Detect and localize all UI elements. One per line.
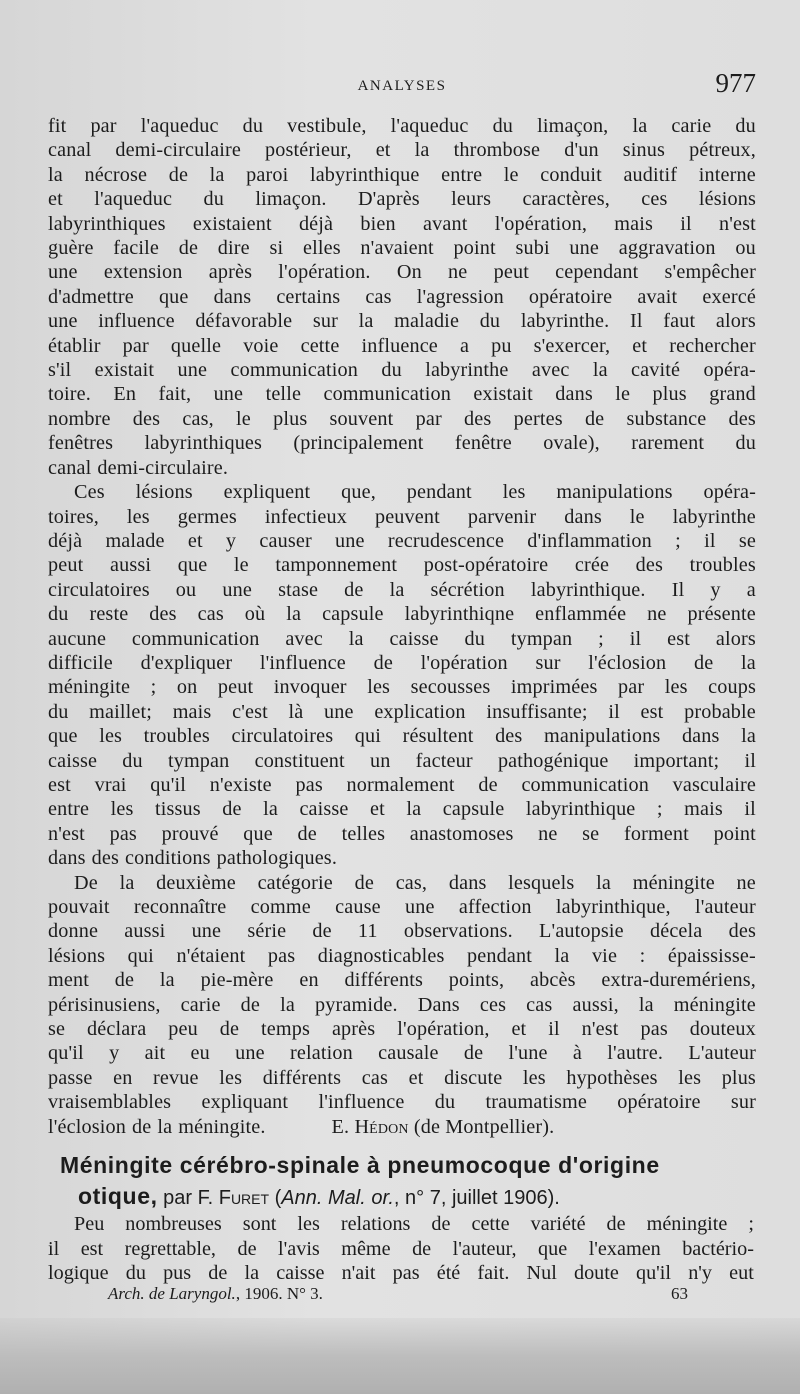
abstract-line: il est regrettable, de l'avis même de l'auteur, que l'examen bactério- bbox=[48, 1237, 754, 1260]
text-line: nombre des cas, le plus souvent par des pertes de substance des bbox=[48, 407, 756, 430]
signature-number: 63 bbox=[671, 1284, 688, 1303]
text-line: canal demi-circulaire. bbox=[48, 456, 229, 479]
text-line: la nécrose de la paroi labyrinthique entre le conduit auditif interne bbox=[48, 163, 756, 186]
text-line: du reste des cas où la capsule labyrinthiqne enflammée ne présente bbox=[48, 603, 756, 626]
text-line: que les troubles circulatoires qui résultent des manipulations dans la bbox=[48, 725, 756, 748]
footer-journal: Arch. de Laryngol. bbox=[108, 1284, 236, 1303]
text-line: passe en revue les différents cas et discute les hypothèses les plus bbox=[48, 1066, 756, 1089]
article-title-line1: Méningite cérébro-spinale à pneumocoque d'origine bbox=[60, 1152, 660, 1178]
text-line: d'admettre que dans certains cas l'agression opératoire avait exercé bbox=[48, 285, 756, 308]
by-prefix: par F. bbox=[157, 1187, 219, 1209]
footer-year-issue: , 1906. N° 3. bbox=[235, 1284, 323, 1303]
text-line: De la deuxième catégorie de cas, dans lesquels la méningite ne bbox=[74, 871, 756, 894]
text-line: l'éclosion de la méningite. E. Hédon (de Montpellier). bbox=[48, 1115, 555, 1138]
text-line: lésions qui n'étaient pas diagnosticables pendant la vie : épaississe- bbox=[48, 944, 756, 967]
text-line: canal demi-circulaire postérieur, et la thrombose d'un sinus pétreux, bbox=[48, 139, 756, 162]
text-line: guère facile de dire si elles n'avaient point subi une aggravation ou bbox=[48, 237, 756, 260]
text-line: fit par l'aqueduc du vestibule, l'aqueduc du limaçon, la carie du bbox=[48, 115, 756, 137]
text-line: une extension après l'opération. On ne peut cependant s'empêcher bbox=[48, 261, 756, 284]
text-line: pouvait reconnaître comme cause une affection labyrinthique, l'auteur bbox=[48, 896, 756, 918]
citation-open: ( bbox=[269, 1187, 282, 1209]
text-line: peut aussi que le tamponnement post-opératoire crée des troubles bbox=[48, 554, 756, 577]
signature-name: Hédon bbox=[354, 1115, 409, 1138]
signature-affiliation: (de Montpellier). bbox=[408, 1115, 555, 1138]
text-line: qu'il y ait eu une relation causale de l'une à l'autre. L'auteur bbox=[48, 1042, 756, 1065]
text-line: ment de la pie-mère en différents points, abcès extra-duremériens, bbox=[48, 969, 756, 992]
text-line: déjà malade et y causer une recrudescence d'inflammation ; il se bbox=[48, 529, 756, 552]
text-line: et l'aqueduc du limaçon. D'après leurs caractères, ces lésions bbox=[48, 188, 756, 211]
abstract-line: Peu nombreuses sont les relations de cette variété de méningite ; bbox=[74, 1213, 754, 1235]
citation-journal: Ann. Mal. or. bbox=[281, 1187, 394, 1209]
article-title-line2-bold: otique, bbox=[78, 1183, 158, 1209]
text-line: périsinusiens, carie de la pyramide. Dans ces cas aussi, la méningite bbox=[48, 993, 756, 1016]
abstract-text bbox=[48, 1212, 754, 1286]
body-text bbox=[48, 114, 756, 1139]
text-line: est vrai qu'il n'existe pas normalement de communication vasculaire bbox=[48, 773, 756, 796]
text-line: toire. En fait, une telle communication existait dans le plus grand bbox=[48, 383, 756, 406]
text-line: une influence défavorable sur la maladie du labyrinthe. Il faut alors bbox=[48, 310, 756, 333]
page-number: 977 bbox=[715, 68, 756, 98]
text-line: fenêtres labyrinthiques (principalement fenêtre ovale), rarement du bbox=[48, 432, 756, 455]
text-line: Ces lésions expliquent que, pendant les manipulations opéra- bbox=[74, 481, 756, 504]
text-line: toires, les germes infectieux peuvent parvenir dans le labyrinthe bbox=[48, 505, 756, 528]
text-line: s'il existait une communication du labyrinthe avec la cavité opéra- bbox=[48, 359, 756, 382]
text-line: circulatoires ou une stase de la sécrétion labyrinthique. Il y a bbox=[48, 578, 756, 601]
text-line: entre les tissus de la caisse et la capsule labyrinthique ; mais il bbox=[48, 798, 756, 821]
article-title-line2 bbox=[60, 1183, 760, 1210]
running-head: ANALYSES bbox=[357, 78, 447, 94]
article-heading bbox=[60, 1152, 760, 1210]
page-header bbox=[48, 64, 756, 104]
text-line: dans des conditions pathologiques. bbox=[48, 847, 338, 870]
text-line: labyrinthiques existaient déjà bien avant l'opération, mais il n'est bbox=[48, 212, 756, 235]
text-line: n'est pas prouvé que de telles anastomoses ne se forment point bbox=[48, 822, 756, 845]
citation-rest: , n° 7, juillet 1906). bbox=[393, 1187, 560, 1209]
signature-initial: E. bbox=[331, 1115, 355, 1138]
review-signature bbox=[332, 1115, 555, 1139]
text-line: vraisemblables expliquant l'influence du traumatisme opératoire sur bbox=[48, 1091, 756, 1114]
text-line: aucune communication avec la caisse du tympan ; il est alors bbox=[48, 627, 756, 650]
abstract-line: logique du pus de la caisse n'ait pas été fait. Nul doute qu'il n'y eut bbox=[48, 1262, 754, 1285]
text-line: caisse du tympan constituent un facteur pathogénique important; il bbox=[48, 749, 756, 772]
text-line: se déclara peu de temps après l'opération, et il n'est pas douteux bbox=[48, 1018, 756, 1041]
text-line: difficile d'expliquer l'influence de l'opération sur l'éclosion de la bbox=[48, 651, 756, 674]
text-line: établir par quelle voie cette influence a pu s'exercer, et rechercher bbox=[48, 334, 756, 357]
text-line: donne aussi une série de 11 observations. L'autopsie décela des bbox=[48, 920, 756, 943]
article-author: Furet bbox=[218, 1187, 270, 1209]
text-line: méningite ; on peut invoquer les secousses imprimées par les coups bbox=[48, 676, 756, 699]
text-line: du maillet; mais c'est là une explication insuffisante; il est probable bbox=[48, 700, 756, 723]
page-footer bbox=[108, 1284, 688, 1304]
